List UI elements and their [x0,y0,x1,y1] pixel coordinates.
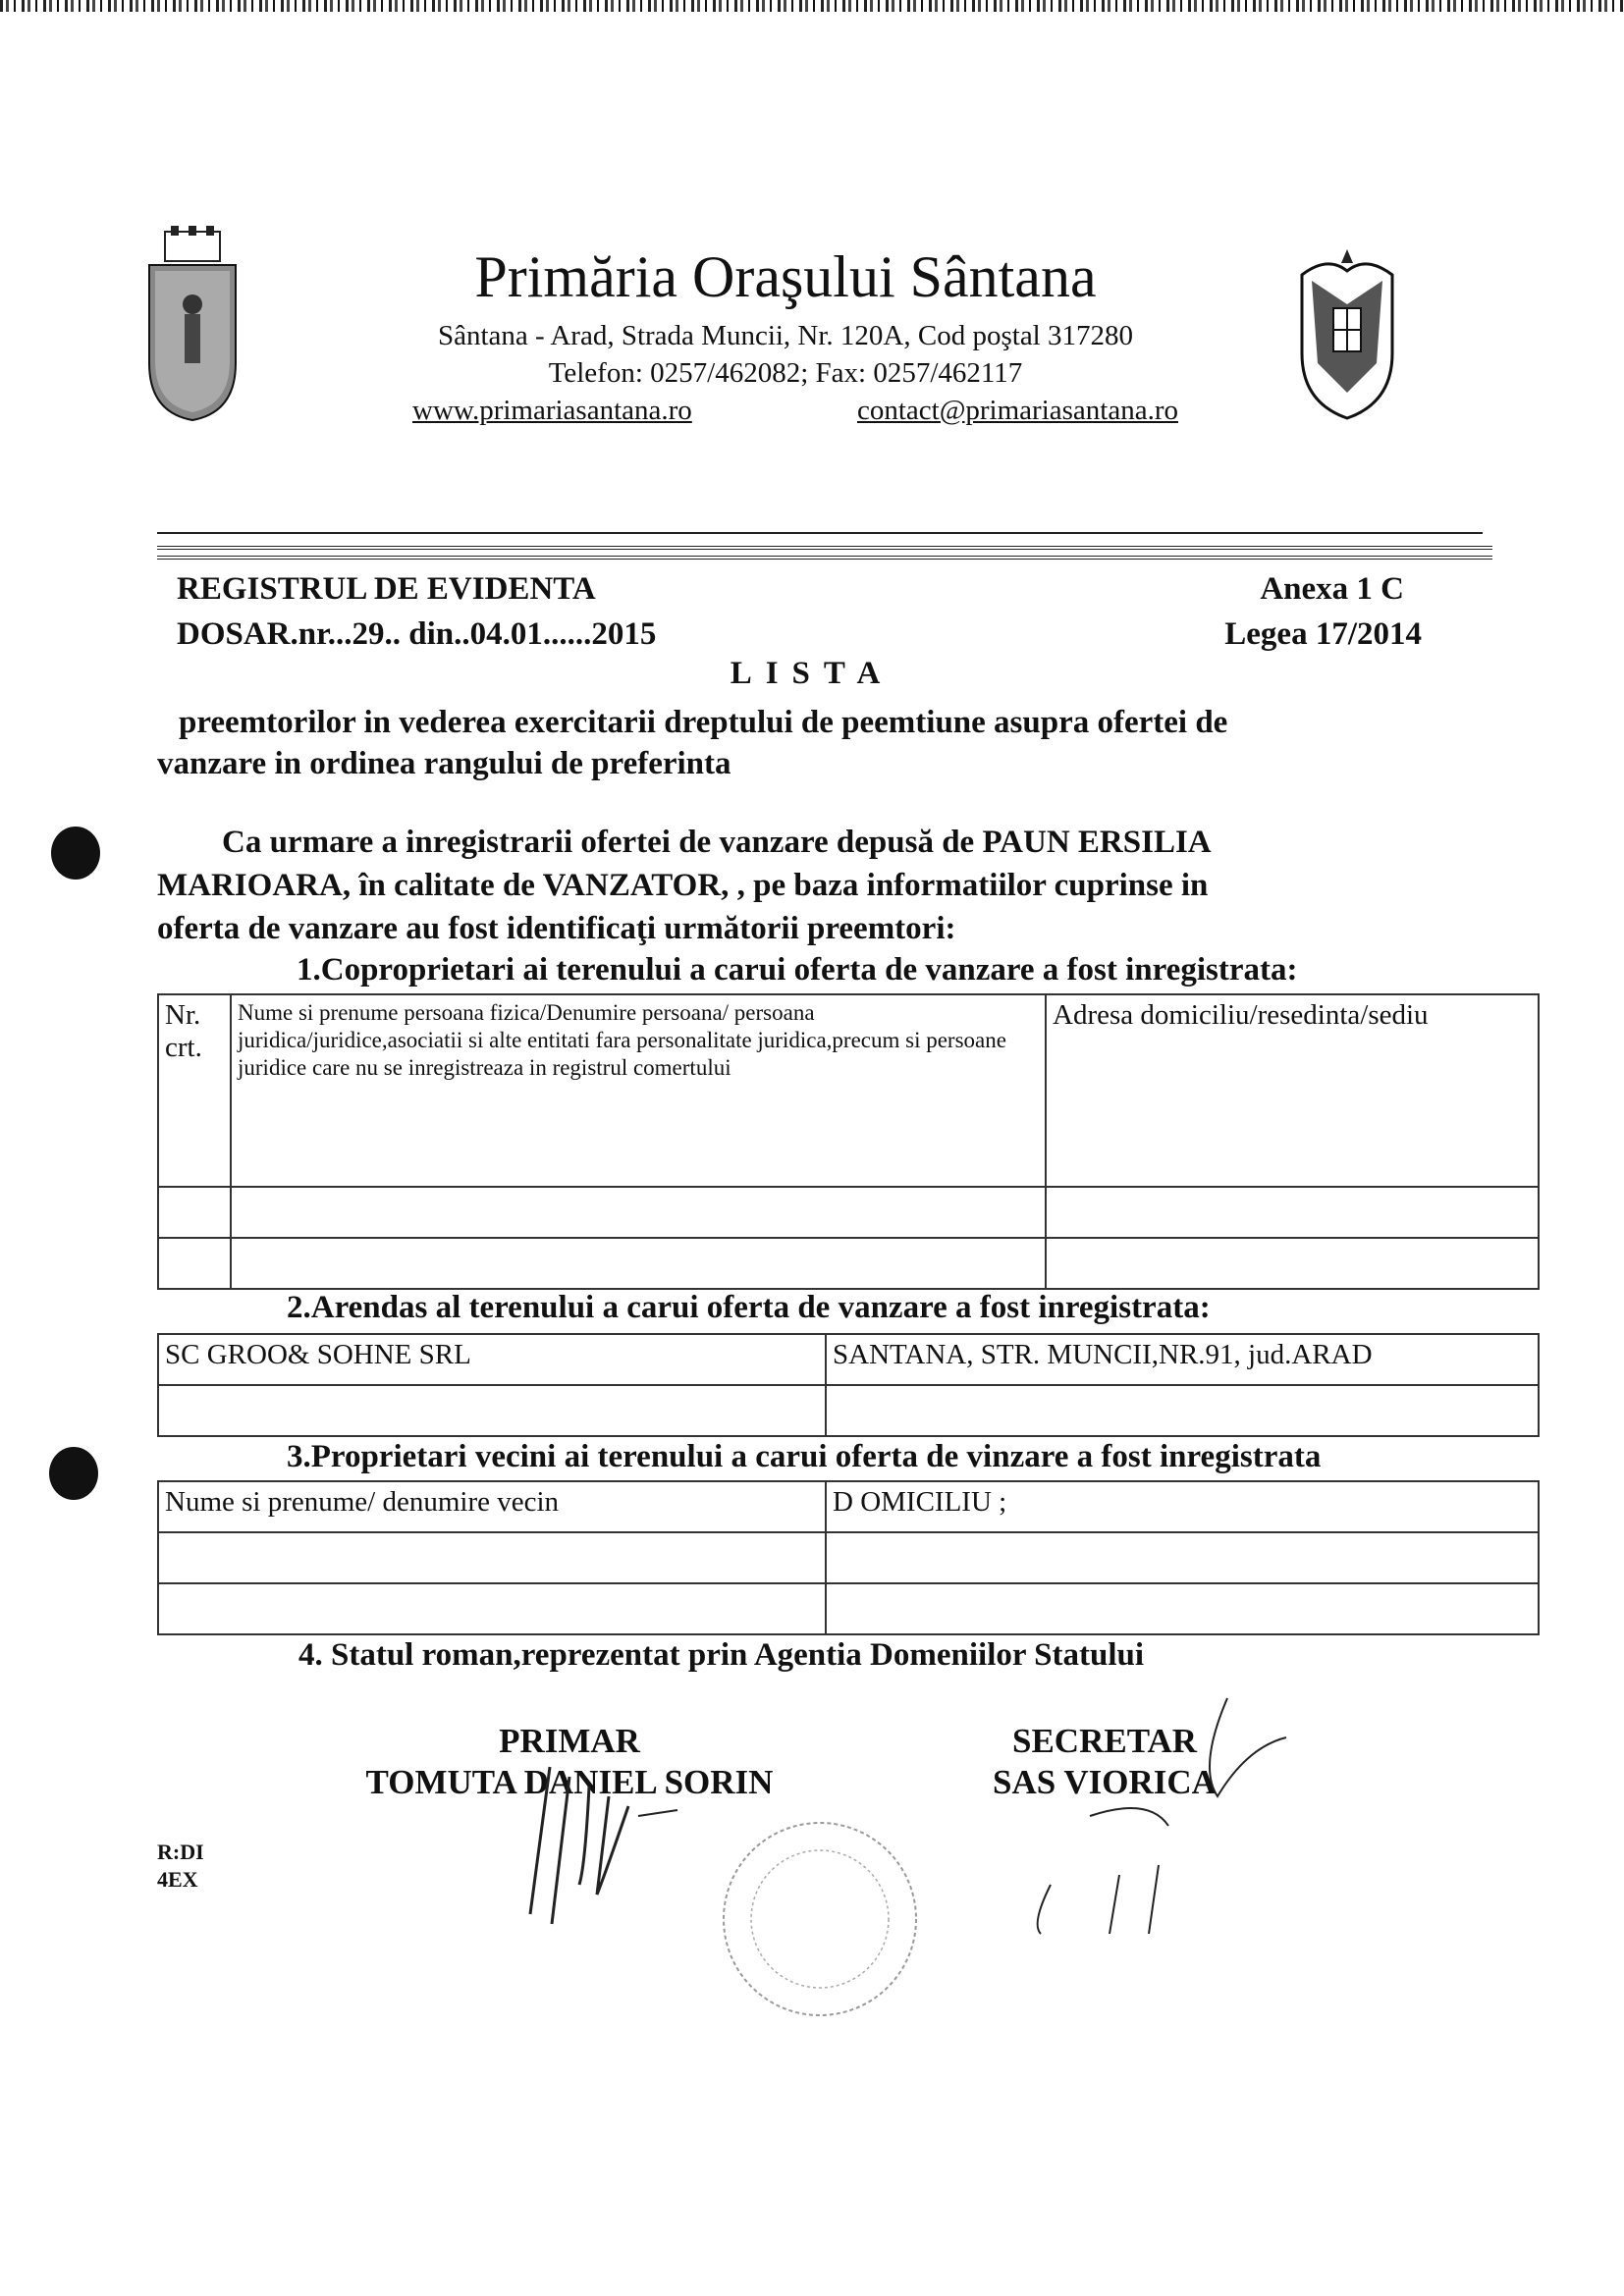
website-link[interactable]: www.primariasantana.ro [412,395,692,426]
institution-address: Sântana - Arad, Strada Muncii, Nr. 120A, Cod poştal 317280 [438,320,1133,351]
table-row [158,1583,1539,1634]
intro-line-1: Ca urmare a inregistrarii ofertei de vanzare depusă de PAUN ERSILIA [222,825,1212,860]
tenant-table [157,1333,1540,1437]
punch-hole [51,827,100,880]
subtitle-line-1: preemtorilor in vederea exercitarii dreptului de peemtiune asupra ofertei de [179,705,1228,740]
romania-coat-of-arms-icon [1298,245,1396,422]
secretary-role: SECRETAR [1011,1722,1197,1760]
column-header-domicile: D OMICILIU ; [826,1481,1539,1532]
email-link[interactable]: contact@primariasantana.ro [856,395,1178,426]
law-label: Legea 17/2014 [1224,616,1422,652]
contact-links [412,395,1178,427]
column-header-name: Nume si prenume persoana fizica/Denumire persoana/ persoana juridica/juridice,asociatii si alte entitati fara personalitate juridica,precum si persoane juridice care nu se inregistreaza in registrul comertului [231,994,1046,1187]
tenant-name: SC GROO& SOHNE SRL [158,1334,826,1385]
secretary-name: SAS VIORICA [993,1763,1217,1801]
header-rule-double [157,546,1492,550]
header-rule-double [157,556,1492,560]
scan-edge-strip [0,0,1624,12]
annex-label: Anexa 1 C [1260,571,1404,607]
neighbours-table [157,1480,1540,1635]
column-header-address: Adresa domiciliu/resedinta/sediu [1046,994,1539,1187]
mayor-name: TOMUTA DANIEL SORIN [365,1763,774,1801]
table-row [158,1334,1539,1385]
register-label: REGISTRUL DE EVIDENTA [177,571,596,607]
subtitle-line-2: vanzare in ordinea rangului de preferinta [157,746,731,781]
tenant-address: SANTANA, STR. MUNCII,NR.91, jud.ARAD [826,1334,1539,1385]
table-row [158,1187,1539,1238]
column-header-neighbour-name: Nume si prenume/ denumire vecin [158,1481,826,1532]
punch-hole [49,1447,98,1500]
section-1-title: 1.Coproprietari ai terenului a carui oferta de vanzare a fost inregistrata: [297,952,1298,988]
coowners-table [157,993,1540,1290]
table-row [158,1238,1539,1289]
column-header-nr: Nr. crt. [158,994,231,1187]
institution-phone: Telefon: 0257/462082; Fax: 0257/462117 [548,357,1023,389]
intro-line-3: oferta de vanzare au fost identificaţi următorii preemtori: [157,911,956,946]
table-row [158,1481,1539,1532]
header-rule [157,532,1483,534]
mayor-role: PRIMAR [499,1722,640,1760]
city-coat-of-arms-icon [145,226,240,422]
table-row [158,1532,1539,1583]
list-title: LISTA [730,656,894,691]
secretary-signature-icon [992,1688,1306,1944]
official-stamp-icon [717,1816,923,2022]
section-2-title: 2.Arendas al terenului a carui oferta de vanzare a fost inregistrata: [287,1290,1211,1325]
section-4-title: 4. Statul roman,reprezentat prin Agentia Domeniilor Statului [298,1637,1145,1673]
reference-code: R:DI [157,1840,204,1864]
intro-line-2: MARIOARA, în calitate de VANZATOR, , pe baza informatiilor cuprinse in [157,868,1209,903]
mayor-signature-icon [491,1728,707,1944]
institution-title: Primăria Oraşului Sântana [474,244,1097,309]
section-3-title: 3.Proprietari vecini ai terenului a carui oferta de vinzare a fost inregistrata [287,1439,1322,1474]
copies-count: 4EX [157,1867,198,1892]
table-row [158,1385,1539,1436]
dosar-label: DOSAR.nr...29.. din..04.01......2015 [177,616,657,652]
